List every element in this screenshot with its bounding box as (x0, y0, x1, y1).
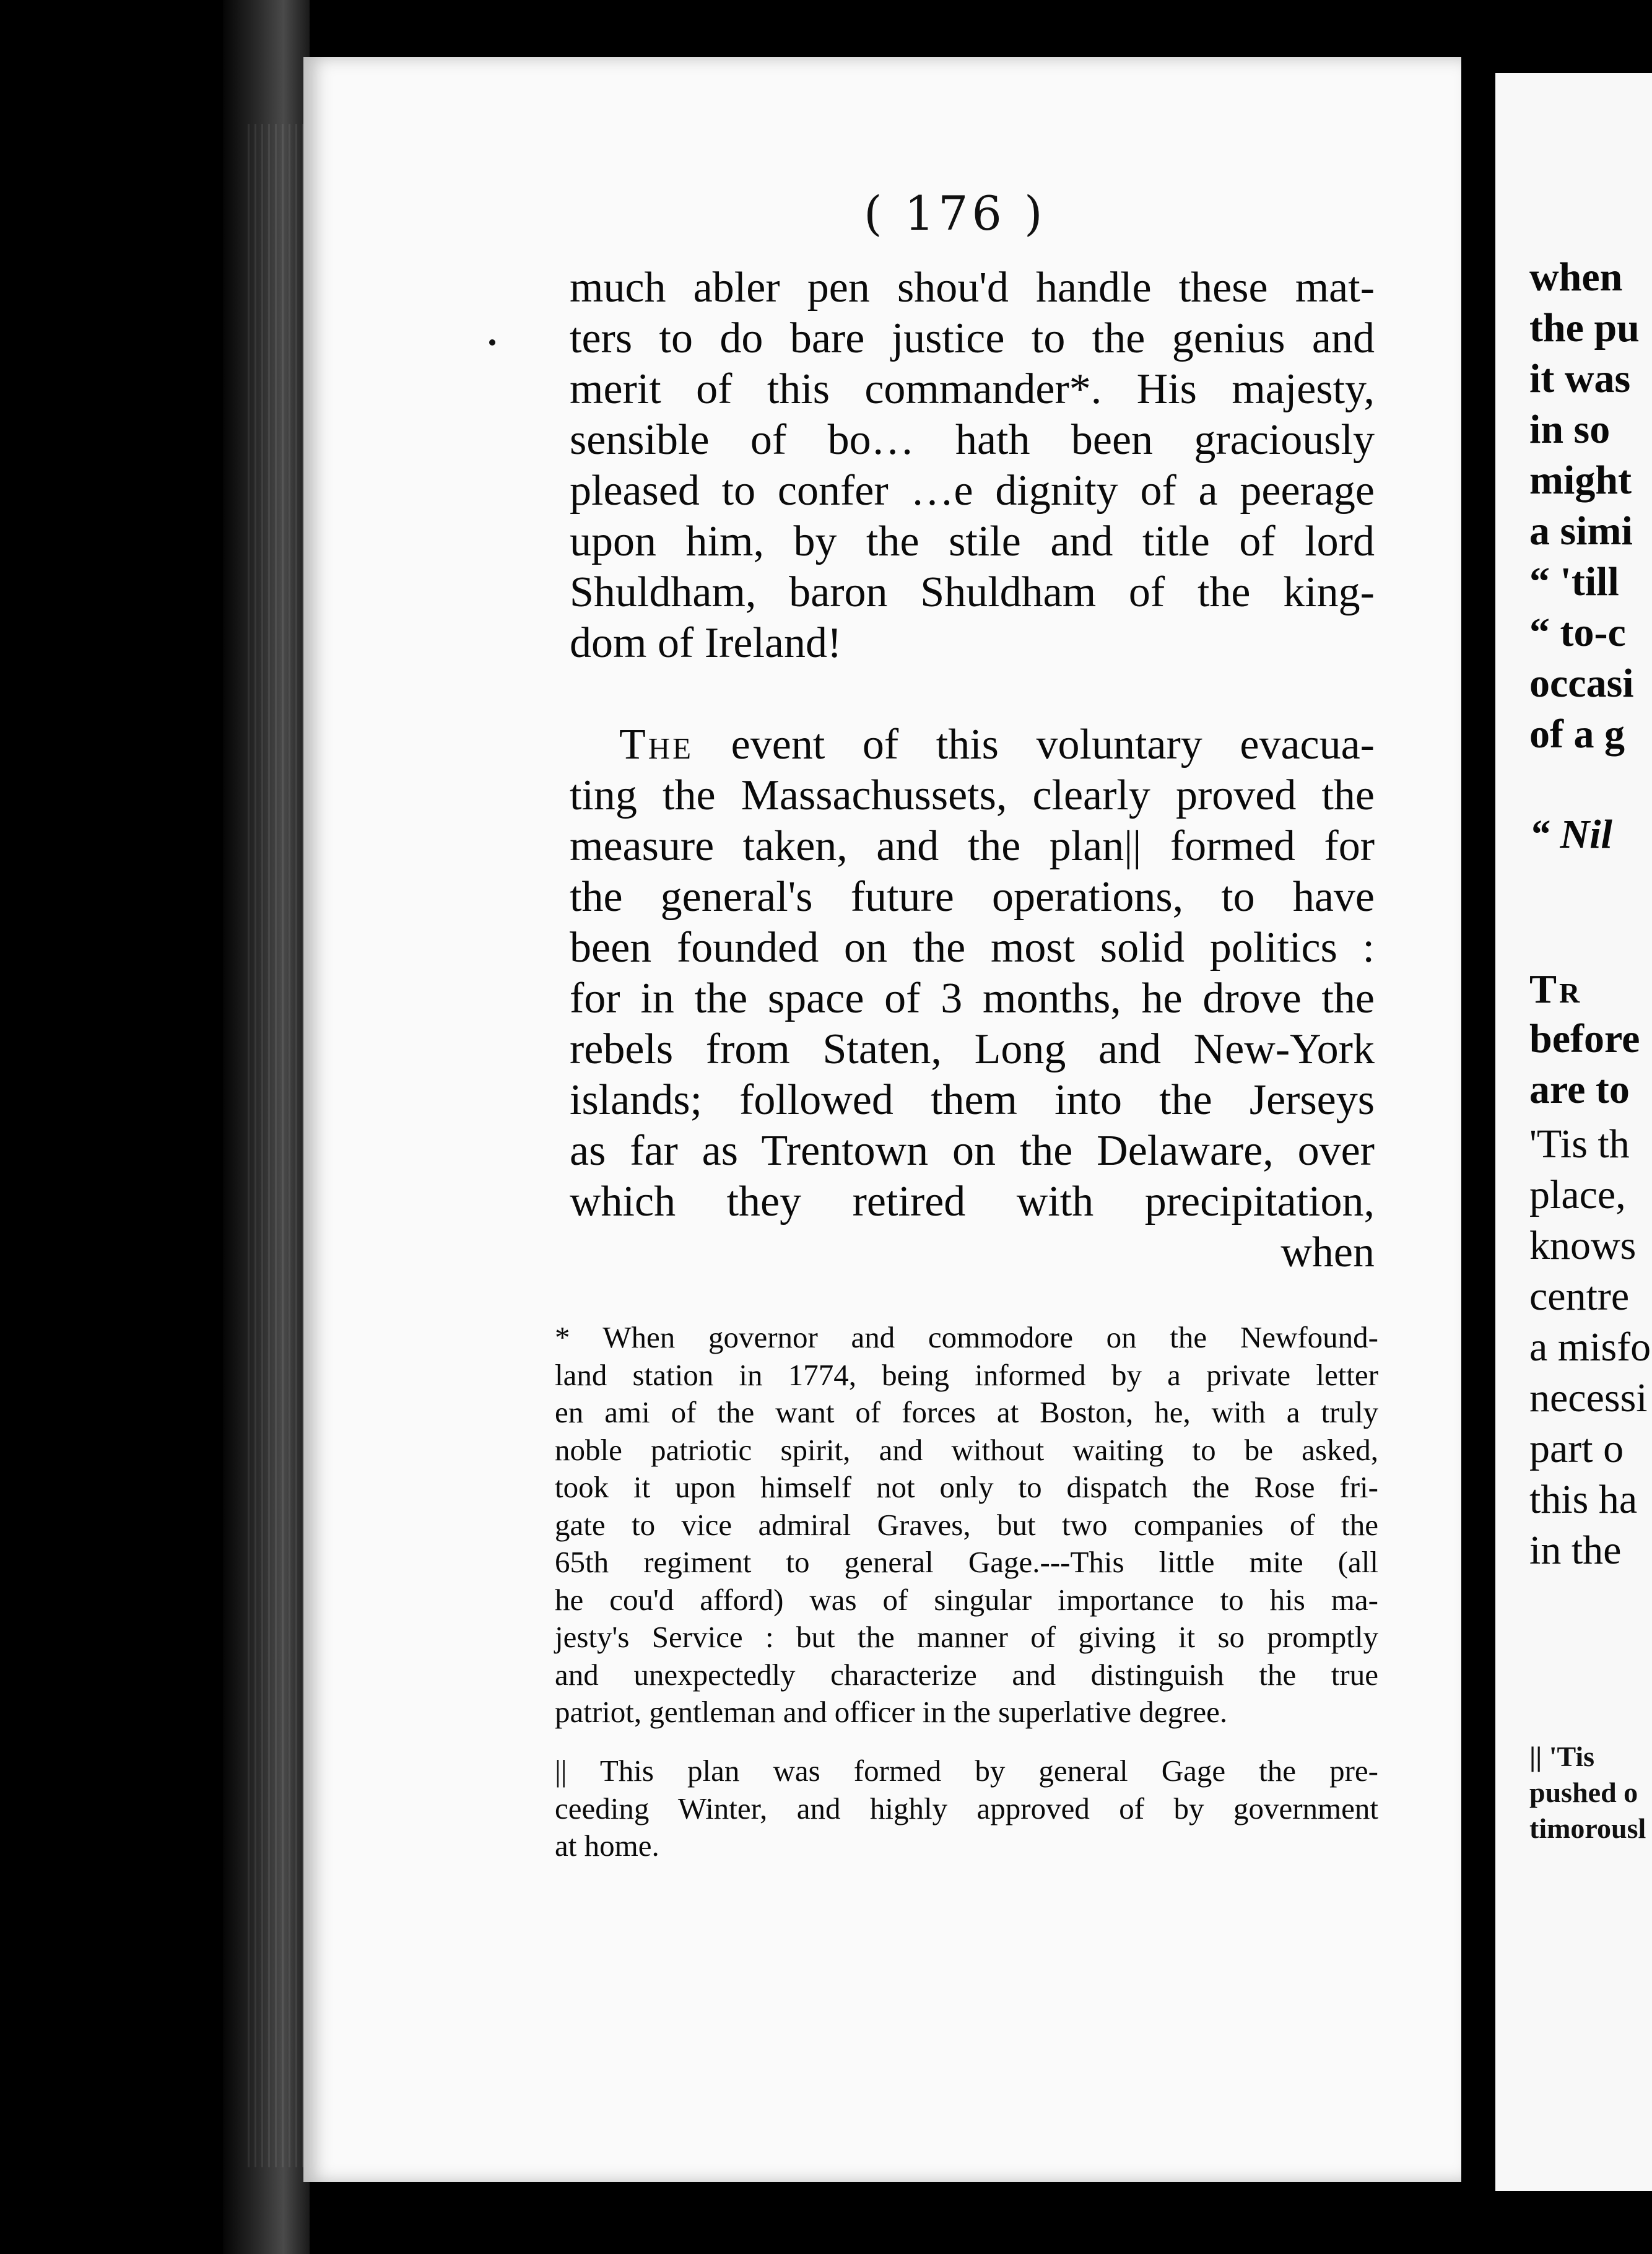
text-line: ting the Massachussets, clearly proved the (570, 772, 1375, 819)
text-line: for in the space of 3 months, he drove the (570, 975, 1375, 1022)
page-edges (248, 124, 303, 2167)
text-line: merit of this commander*. His majesty, (570, 365, 1375, 413)
footnote-plan (555, 1752, 1378, 1865)
main-text (570, 263, 1375, 1278)
footnote-line: and unexpectedly characterize and distinguish the true (555, 1657, 1378, 1692)
right-page-footnote-line: timorousl (1529, 1812, 1646, 1844)
text-line: ters to do bare justice to the genius and (570, 315, 1375, 362)
right-page-line: necessi (1529, 1375, 1648, 1421)
text-line: Shuldham, baron Shuldham of the king- (570, 568, 1375, 616)
right-page-line: the pu (1529, 305, 1640, 350)
text-line: measure taken, and the plan|| formed for (570, 822, 1375, 870)
page-number-header: ( 176 ) (864, 186, 1046, 241)
footnote-line: noble patriotic spirit, and without waiting to be asked, (555, 1432, 1378, 1467)
right-page-line: this ha (1529, 1477, 1638, 1522)
footnote-line: took it upon himself not only to dispatch the Rose fri- (555, 1470, 1378, 1504)
text-line: islands; followed them into the Jerseys (570, 1076, 1375, 1124)
book-gutter (1461, 50, 1495, 2217)
right-page-line: occasi (1529, 661, 1634, 706)
right-page-line: “ to-c (1529, 610, 1626, 655)
right-page-line: are to (1529, 1067, 1630, 1112)
right-page-line: a misfo (1529, 1325, 1651, 1370)
paragraph-lead-word: The (619, 721, 694, 768)
text-line (570, 720, 1375, 770)
footnote-line: patriot, gentleman and officer in the superlative degree. (555, 1695, 1228, 1729)
footnote-commander (555, 1319, 1378, 1731)
paragraph-gap (570, 669, 1375, 720)
footnote-line: at home. (555, 1829, 659, 1863)
right-page-line: when (1529, 255, 1623, 300)
right-page-line: it was (1529, 356, 1631, 401)
right-page-line: “ 'till (1529, 559, 1619, 604)
right-page-line: before (1529, 1016, 1640, 1061)
right-page-line: in the (1529, 1528, 1622, 1573)
right-page-line: might (1529, 458, 1632, 503)
right-page-line: “ Nil (1529, 812, 1612, 857)
footnote-line: en ami of the want of forces at Boston, he, with a truly (555, 1395, 1378, 1429)
footnote-line: || This plan was formed by general Gage the pre- (555, 1754, 1378, 1788)
text-line: been founded on the most solid politics : (570, 924, 1375, 972)
right-page-line: 'Tis th (1529, 1121, 1630, 1167)
right-page-footnote-line: pushed o (1529, 1777, 1638, 1808)
paragraph-first-line-rest: event of this voluntary evacua- (693, 721, 1375, 768)
footnote-line: jesty's Service : but the manner of giving it so promptly (555, 1620, 1378, 1654)
catchword: when (1280, 1229, 1375, 1276)
text-line: as far as Trentown on the Delaware, over (570, 1127, 1375, 1175)
right-page-line: in so (1529, 407, 1611, 452)
margin-mark (489, 339, 495, 346)
right-page-footnote-line: || 'Tis (1529, 1741, 1595, 1772)
text-line: upon him, by the stile and title of lord (570, 518, 1375, 565)
text-line: the general's future operations, to have (570, 873, 1375, 921)
text-line: sensible of bo… hath been graciously (570, 416, 1375, 464)
text-line: which they retired with precipitation, (570, 1178, 1375, 1225)
right-page-line: a simi (1529, 508, 1633, 554)
text-line: much abler pen shou'd handle these mat- (570, 264, 1375, 311)
right-page-line: knows (1529, 1223, 1637, 1268)
right-page-line: of a g (1529, 711, 1625, 757)
text-line: dom of Ireland! (570, 619, 842, 667)
footnote-line: * When governor and commodore on the Newfound- (555, 1320, 1378, 1354)
footnote-line: land station in 1774, being informed by a private letter (555, 1357, 1378, 1392)
right-page-line: centre (1529, 1274, 1630, 1319)
footnote-line: 65th regiment to general Gage.---This little mite (all (555, 1545, 1378, 1579)
right-page-line: part o (1529, 1426, 1624, 1471)
right-page-line: place, (1529, 1172, 1626, 1217)
text-line: rebels from Staten, Long and New-York (570, 1025, 1375, 1073)
text-line: pleased to confer …e dignity of a peerage (570, 467, 1375, 515)
footnote-line: gate to vice admiral Graves, but two companies of the (555, 1507, 1378, 1542)
footnote-line: ceeding Winter, and highly approved of by government (555, 1791, 1378, 1825)
footnote-line: he cou'd afford) was of singular importance to his ma- (555, 1582, 1378, 1617)
right-page-line: Tr (1529, 967, 1583, 1012)
